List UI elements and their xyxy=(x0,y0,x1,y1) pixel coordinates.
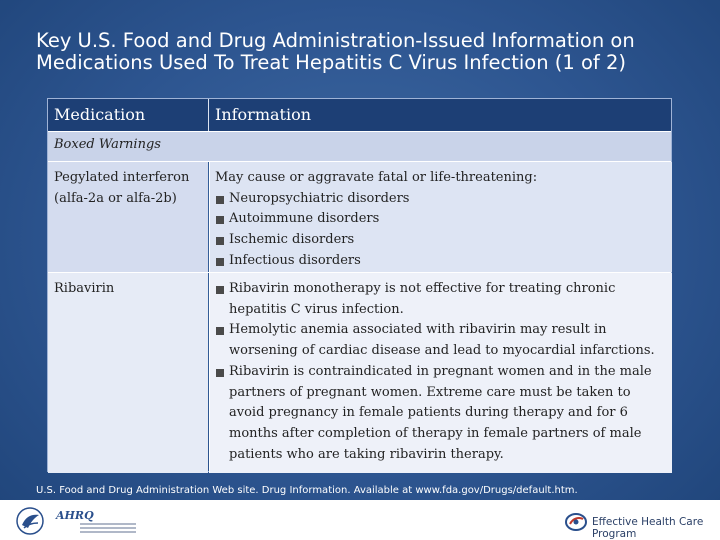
header-medication: Medication xyxy=(54,105,146,124)
information-cell xyxy=(209,162,672,272)
square-bullet-icon xyxy=(216,216,224,224)
header-divider xyxy=(208,99,209,131)
ahrq-logo xyxy=(56,509,136,535)
hhs-eagle-logo-icon xyxy=(14,506,46,536)
source-citation: U.S. Food and Drug Administration Web site. Drug Information. Available at www.fda.gov/Drugs/default.htm. xyxy=(36,485,578,496)
list-item: Autoimmune disorders xyxy=(215,209,667,230)
square-bullet-icon xyxy=(216,258,224,266)
slide-title xyxy=(36,30,706,74)
information-cell xyxy=(209,273,672,473)
square-bullet-icon xyxy=(216,369,224,377)
list-item: Infectious disorders xyxy=(215,251,667,272)
table-header-row xyxy=(48,99,671,131)
square-bullet-icon xyxy=(216,327,224,335)
square-bullet-icon xyxy=(216,196,224,204)
table-row xyxy=(48,161,671,272)
medication-cell xyxy=(48,162,208,272)
boxed-warnings-table xyxy=(47,98,672,472)
title-line-2: Medications Used To Treat Hepatitis C Virus Infection (1 of 2) xyxy=(36,51,626,74)
section-label: Boxed Warnings xyxy=(54,137,161,152)
medication-name: Ribavirin xyxy=(54,281,115,296)
ahrq-tagline-lines xyxy=(80,523,136,535)
effective-health-care-label: Effective Health Care Program xyxy=(592,516,704,540)
table-row xyxy=(48,272,671,473)
list-item: Neuropsychiatric disorders xyxy=(215,189,667,210)
ahrq-logo-text: AHRQ xyxy=(56,509,94,522)
section-row-boxed-warnings xyxy=(48,131,671,161)
square-bullet-icon xyxy=(216,286,224,294)
medication-cell xyxy=(48,273,208,473)
square-bullet-icon xyxy=(216,237,224,245)
title-line-1: Key U.S. Food and Drug Administration-Issued Information on xyxy=(36,29,635,52)
list-item: Ribavirin monotherapy is not effective for treating chronic hepatitis C virus infection. xyxy=(215,279,667,320)
header-information: Information xyxy=(215,105,312,124)
effective-health-care-logo-icon xyxy=(565,512,587,532)
list-item: Ribavirin is contraindicated in pregnant women and in the male partners of pregnant women. Extreme care must be taken to avoid pregnancy in female patients during therapy and for 6 months after completion of therapy in female partners of male patients who are taking ribavirin therapy. xyxy=(215,362,667,466)
information-intro: May cause or aggravate fatal or life-threatening: xyxy=(215,170,538,185)
medication-name: Pegylated interferon (alfa-2a or alfa-2b) xyxy=(54,170,190,206)
list-item: Hemolytic anemia associated with ribavirin may result in worsening of cardiac disease and lead to myocardial infarctions. xyxy=(215,320,667,361)
list-item: Ischemic disorders xyxy=(215,230,667,251)
